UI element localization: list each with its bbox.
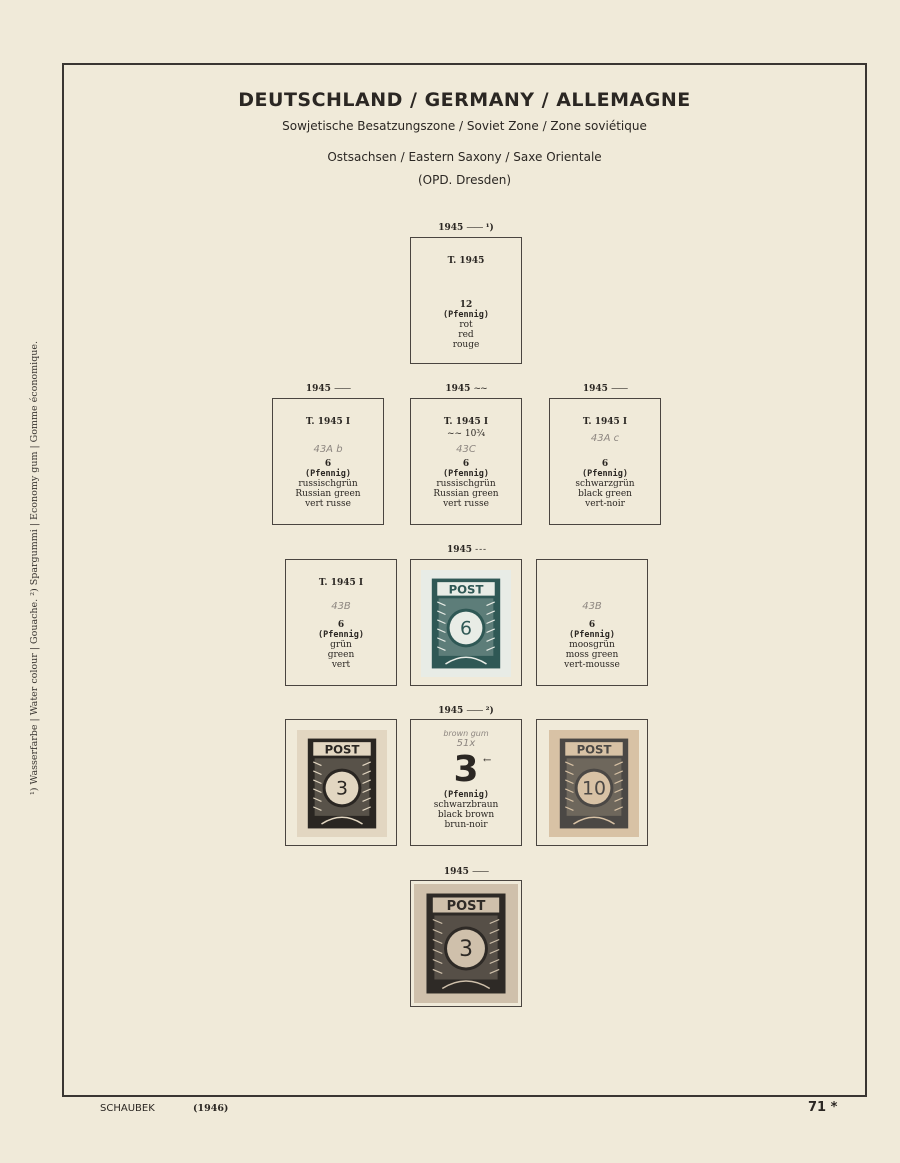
year-label: 1945 —— bbox=[443, 867, 489, 877]
page-title: DEUTSCHLAND / GERMANY / ALLEMAGNE bbox=[238, 89, 691, 111]
page-subtitle: Sowjetische Besatzungszone / Soviet Zone / Zone soviétique bbox=[282, 119, 647, 133]
stamp-space-mounted bbox=[285, 719, 397, 846]
stamp-description: (Pfennig) schwarzbraun black brown brun-noir bbox=[433, 790, 499, 830]
type-label: T. 1945 I bbox=[305, 417, 351, 427]
stamp-space-3-black-brown bbox=[410, 719, 522, 846]
post-label: POST bbox=[446, 899, 486, 915]
stamp-space-6-green bbox=[285, 559, 397, 686]
type-label: T. 1945 bbox=[447, 256, 485, 266]
stamp-3-brown bbox=[414, 884, 518, 1003]
perforation-label: ~~ 10¾ bbox=[446, 429, 486, 439]
pencil-note: 43C bbox=[456, 444, 476, 455]
type-label: T. 1945 I bbox=[318, 578, 364, 588]
stamp-image bbox=[297, 730, 387, 837]
post-label: POST bbox=[576, 742, 612, 757]
year-label: 1945 - - - bbox=[446, 545, 486, 555]
pencil-arrow: ← bbox=[483, 755, 492, 766]
stamp-space-6-black-green bbox=[549, 398, 661, 525]
stamp-space-6-moss-green bbox=[536, 559, 648, 686]
post-label: POST bbox=[448, 582, 484, 597]
year-label: 1945 —— ²) bbox=[438, 706, 494, 716]
stamp-space-mounted bbox=[410, 880, 522, 1007]
year-label: 1945 —— bbox=[305, 384, 351, 394]
stamp-description: 6 (Pfennig) grün green vert bbox=[317, 620, 365, 670]
value-digit: 3 bbox=[459, 937, 473, 963]
post-label: POST bbox=[324, 742, 360, 757]
value-digit: 6 bbox=[460, 617, 472, 640]
stamp-space-mounted bbox=[410, 559, 522, 686]
stamp-description: 6 (Pfennig) schwarzgrün black green vert-noir bbox=[575, 459, 635, 509]
value-digit: 10 bbox=[582, 777, 606, 800]
stamp-space-6-russian-green-perf bbox=[410, 398, 522, 525]
stamp-image bbox=[421, 570, 511, 677]
pencil-note: 51x bbox=[456, 738, 476, 749]
stamp-description: 6 (Pfennig) moosgrün moss green vert-mousse bbox=[564, 620, 620, 670]
stamp-6-green bbox=[421, 570, 511, 677]
year-label: 1945 —— bbox=[582, 384, 628, 394]
stamp-description: 6 (Pfennig) russischgrün Russian green vert russe bbox=[295, 459, 361, 509]
type-label: T. 1945 I bbox=[443, 417, 489, 427]
stamp-space-12-red bbox=[410, 237, 522, 364]
stamp-image bbox=[414, 884, 518, 1003]
stamp-10-grey bbox=[549, 730, 639, 837]
stamp-space-mounted bbox=[536, 719, 648, 846]
stamp-image bbox=[549, 730, 639, 837]
type-label: T. 1945 I bbox=[582, 417, 628, 427]
pencil-note: 43A b bbox=[313, 444, 343, 455]
opd-label: (OPD. Dresden) bbox=[417, 173, 512, 187]
pencil-note: 43B bbox=[582, 601, 602, 612]
page-number: 71 * bbox=[808, 1100, 838, 1115]
stamp-space-6-russian-green bbox=[272, 398, 384, 525]
pencil-note: brown gum bbox=[443, 729, 489, 738]
stamp-description: 6 (Pfennig) russischgrün Russian green vert russe bbox=[433, 459, 499, 509]
publisher-label: SCHAUBEK bbox=[100, 1103, 155, 1114]
stamp-description: 12 (Pfennig) rot red rouge bbox=[442, 300, 490, 350]
edition-year: (1946) bbox=[193, 1103, 229, 1114]
footnote-side-note: ¹) Wasserfarbe | Water colour | Gouache. ²) Spargummi | Economy gum | Gomme économique. bbox=[29, 340, 40, 795]
pencil-note: 43B bbox=[331, 601, 351, 612]
value-digit: 3 bbox=[336, 777, 348, 800]
year-label: 1945 —— ¹) bbox=[438, 223, 494, 233]
pencil-note: 43A c bbox=[590, 433, 620, 444]
year-label: 1945 ~~ bbox=[445, 384, 487, 394]
region-title: Ostsachsen / Eastern Saxony / Saxe Orientale bbox=[327, 150, 602, 164]
value-digit: 3 bbox=[453, 749, 479, 790]
stamp-3-black bbox=[297, 730, 387, 837]
